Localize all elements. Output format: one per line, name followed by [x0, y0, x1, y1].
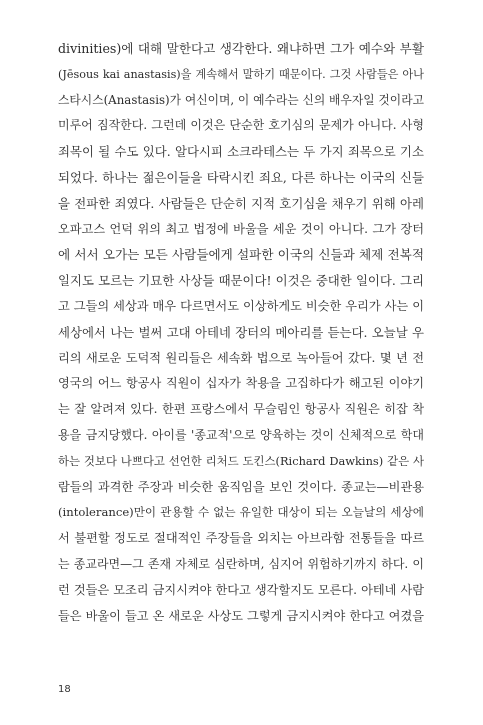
text-line: 람들의 과격한 주장과 비슷한 움직임을 보인 것이다. 종교는—비관용 [58, 479, 424, 494]
text-line: 오파고스 언덕 위의 최고 법정에 바울을 세운 것이 아니다. 그가 장터 [58, 221, 424, 236]
text-line: 는 종교라면—그 존재 자체로 심란하며, 심지어 위험하기까지 하다. 이 [58, 556, 424, 571]
text-line: 영국의 어느 항공사 직원이 십자가 착용을 고집하다가 해고된 이야기 [58, 376, 424, 391]
body-text [58, 36, 424, 629]
text-line: 용을 금지당했다. 아이를 '종교적'으로 양육하는 것이 신체적으로 학대 [58, 427, 424, 442]
text-line: 런 것들은 모조리 금지시켜야 한다고 생각할지도 모른다. 아테네 사람 [58, 582, 424, 597]
text-line: (Jēsous kai anastasis)을 계속해서 말하기 때문이다. 그것 사람들은 아나 [58, 67, 424, 81]
text-line: 세상에서 나는 벌써 고대 아테네 장터의 메아리를 듣는다. 오늘날 우 [58, 324, 424, 340]
text-line: 하는 것보다 나쁘다고 선언한 리처드 도킨스(Richard Dawkins) 같은 사 [58, 453, 424, 468]
text-line: 죄목이 될 수도 있다. 알다시피 소크라테스는 두 가지 죄목으로 기소 [58, 144, 424, 160]
text-line: divinities)에 대해 말한다고 생각한다. 왜냐하면 그가 예수와 부활 [58, 41, 424, 56]
text-line: 에 서서 오가는 모든 사람들에게 설파한 이국의 신들과 체제 전복적 [58, 247, 424, 263]
text-line: 들은 바울이 들고 온 새로운 사상도 그렇게 금지시켜야 한다고 여겼을 [58, 608, 424, 623]
text-line: 일지도 모르는 기묘한 사상들 때문이다! 이것은 중대한 일이다. 그리 [58, 273, 424, 289]
text-line: 을 전파한 죄였다. 사람들은 단순히 지적 호기심을 채우기 위해 아레 [58, 195, 424, 211]
text-line: 서 불편할 정도로 절대적인 주장들을 외치는 아브라함 전통들을 따르 [58, 531, 424, 546]
text-line: 스타시스(Anastasis)가 여신이며, 이 예수라는 신의 배우자일 것이라고 [58, 92, 424, 107]
text-line: 리의 새로운 도덕적 원리들은 세속화 법으로 녹아들어 갔다. 몇 년 전 [58, 350, 424, 365]
text-line: (intolerance)만이 관용할 수 없는 유일한 대상이 되는 오늘날의 세상에 [58, 505, 424, 520]
text-line: 고 그들의 세상과 매우 다르면서도 이상하게도 비슷한 우리가 사는 이 [58, 298, 424, 313]
text-line: 되었다. 하나는 젊은이들을 타락시킨 죄요, 다른 하나는 이국의 신들 [58, 169, 424, 185]
text-line: 는 잘 알려져 있다. 한편 프랑스에서 무슬림인 항공사 직원은 히잡 착 [58, 402, 424, 417]
text-line: 미루어 짐작한다. 그런데 이것은 단순한 호기심의 문제가 아니다. 사형 [58, 118, 424, 133]
page-number: 18 [58, 684, 71, 695]
